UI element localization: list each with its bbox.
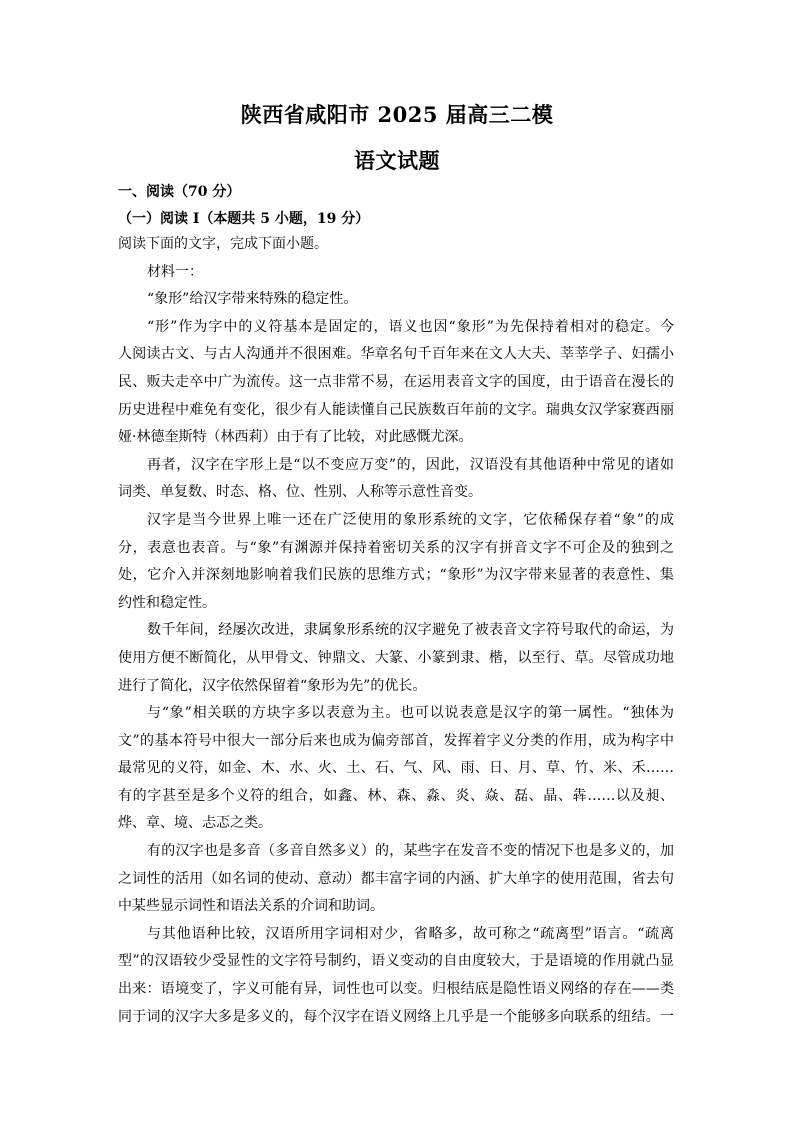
- passage-line: 有的字甚至是多个义符的组合，如鑫、林、森、淼、炎、焱、磊、晶、犇……以及昶、: [118, 787, 674, 804]
- passage-line: 出来：语境变了，字义可能有异，词性也可以变。归根结底是隐性语义网络的存在——类: [118, 981, 674, 998]
- passage-line: 使用方便不断简化，从甲骨文、钟鼎文、大篆、小篆到隶、楷，以至行、草。尽管成功地: [118, 649, 674, 666]
- passage-line: 文”的基本符号中很大一部分后来也成为偏旁部首，发挥着字义分类的作用，成为构字中: [118, 732, 674, 749]
- passage-line: 再者，汉字在字形上是“以不变应万变”的，因此，汉语没有其他语种中常见的诸如: [147, 456, 674, 473]
- passage-line: 民、贩夫走卒中广为流传。这一点非常不易，在运用表音文字的国度，由于语音在漫长的: [118, 373, 674, 390]
- passage-line: “象形”给汉字带来特殊的稳定性。: [147, 291, 358, 308]
- passage-line: 约性和稳定性。: [118, 594, 216, 611]
- passage-line: 娅·林德奎斯特（林西莉）由于有了比较，对此感慨尤深。: [118, 429, 473, 446]
- passage-line: 历史进程中难免有变化，很少有人能读懂自己民族数百年前的文字。瑞典女汉学家赛西丽: [118, 401, 674, 418]
- passage-line: 数千年间，经屡次改进，隶属象形系统的汉字避免了被表音文字符号取代的命运，为: [147, 622, 674, 639]
- passage-line: 同于词的汉字大多是多义的，每个汉字在语义网络上几乎是一个能够多向联系的纽结。一: [118, 1008, 674, 1025]
- passage-line: 型”的汉语较少受显性的文字符号制约，语义变动的自由度较大，于是语境的作用就凸显: [118, 953, 674, 970]
- passage-line: 材料一：: [147, 263, 203, 280]
- passage-line: 汉字是当今世界上唯一还在广泛使用的象形系统的文字，它依稀保存着“象”的成: [147, 511, 674, 528]
- passage-line: 之词性的活用（如名词的使动、意动）都丰富字词的内涵、扩大单字的使用范围，省去句: [118, 870, 674, 887]
- document-subtitle: 语文试题: [354, 148, 440, 173]
- passage-line: “形”作为字中的义符基本是固定的，语义也因“象形”为先保持着相对的稳定。今: [147, 318, 674, 335]
- passage-line: 词类、单复数、时态、格、位、性别、人称等示意性音变。: [118, 484, 482, 501]
- passage-line: 与“象”相关联的方块字多以表意为主。也可以说表意是汉字的第一属性。“独体为: [147, 705, 674, 722]
- passage-line: 进行了简化，汉字依然保留着“象形为先”的优长。: [118, 677, 427, 694]
- passage-line: 阅读下面的文字，完成下面小题。: [118, 236, 328, 252]
- passage-line: 有的汉字也是多音（多音自然多义）的，某些字在发音不变的情况下也是多义的，加: [147, 843, 674, 860]
- section-heading: 一、阅读（70 分）: [118, 184, 241, 200]
- document-title: 陕西省咸阳市 2025 届高三二模: [240, 102, 554, 127]
- passage-line: 中某些显示词性和语法关系的介词和助词。: [118, 898, 384, 915]
- passage-line: 烨、章、境、忐忑之类。: [118, 815, 272, 832]
- passage-body: [118, 231, 674, 1031]
- subsection-heading: （一）阅读 I（本题共 5 小题，19 分）: [118, 211, 370, 227]
- passage-line: 处，它介入并深刻地影响着我们民族的思维方式；“象形”为汉字带来显著的表意性、集: [118, 567, 674, 584]
- passage-line: 分，表意也表音。与“象”有渊源并保持着密切关系的汉字有拼音文字不可企及的独到之: [118, 539, 674, 556]
- passage-line: 人阅读古文、与古人沟通并不很困难。华章名句千百年来在文人大夫、莘莘学子、妇孺小: [118, 346, 674, 363]
- passage-line: 与其他语种比较，汉语所用字词相对少，省略多，故可称之“疏离型”语言。“疏离: [147, 925, 674, 942]
- passage-line: 最常见的义符，如金、木、水、火、土、石、气、风、雨、日、月、草、竹、米、禾……: [118, 760, 674, 777]
